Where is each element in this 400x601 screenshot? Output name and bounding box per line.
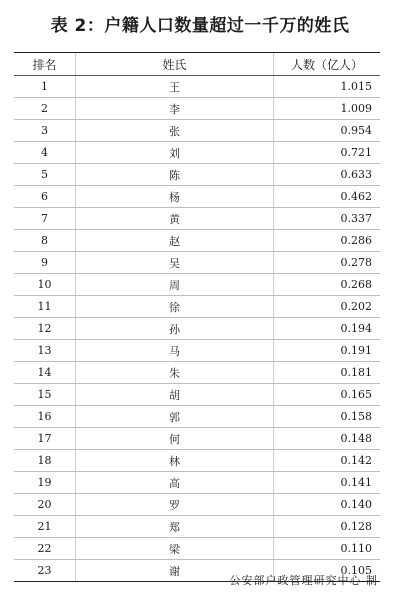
table-row [14, 340, 380, 362]
table-row [14, 494, 380, 516]
surname-cell: 谢 [76, 560, 274, 581]
population-cell: 0.194 [340, 322, 372, 335]
population-cell: 0.633 [340, 168, 372, 181]
table-row [14, 406, 380, 428]
table-row [14, 230, 380, 252]
rank-cell: 12 [14, 318, 76, 339]
table-row [14, 318, 380, 340]
table-row [14, 516, 380, 538]
surname-cell: 罗 [76, 494, 274, 515]
population-cell: 0.337 [340, 212, 372, 225]
population-cell: 0.286 [340, 234, 372, 247]
table-row [14, 76, 380, 98]
population-cell: 1.009 [340, 102, 372, 115]
table-row [14, 450, 380, 472]
population-cell: 0.462 [340, 190, 372, 203]
rank-cell: 22 [14, 538, 76, 559]
population-cell: 0.202 [340, 300, 372, 313]
table-row [14, 164, 380, 186]
table-row [14, 384, 380, 406]
surname-cell: 朱 [76, 362, 274, 383]
table-row [14, 274, 380, 296]
population-cell: 0.128 [340, 520, 372, 533]
surname-cell: 郑 [76, 516, 274, 537]
surname-cell: 梁 [76, 538, 274, 559]
table-row [14, 428, 380, 450]
surname-table [14, 52, 380, 582]
population-cell: 0.105 [340, 564, 372, 577]
table-row [14, 208, 380, 230]
table-row [14, 142, 380, 164]
table-row [14, 120, 380, 142]
surname-cell: 林 [76, 450, 274, 471]
table-row [14, 252, 380, 274]
surname-cell: 黄 [76, 208, 274, 229]
table-header-row [14, 53, 380, 76]
surname-cell: 陈 [76, 164, 274, 185]
header-population: 人数（亿人） [290, 57, 363, 72]
surname-cell: 吴 [76, 252, 274, 273]
population-cell: 0.721 [340, 146, 372, 159]
rank-cell: 15 [14, 384, 76, 405]
rank-cell: 17 [14, 428, 76, 449]
surname-cell: 何 [76, 428, 274, 449]
surname-cell: 王 [76, 76, 274, 97]
rank-cell: 5 [14, 164, 76, 185]
table-row [14, 186, 380, 208]
table-row [14, 538, 380, 560]
table-row [14, 362, 380, 384]
surname-cell: 李 [76, 98, 274, 119]
surname-cell: 赵 [76, 230, 274, 251]
surname-cell: 胡 [76, 384, 274, 405]
surname-cell: 周 [76, 274, 274, 295]
table-body [14, 76, 380, 581]
rank-cell: 2 [14, 98, 76, 119]
rank-cell: 3 [14, 120, 76, 141]
population-cell: 0.181 [340, 366, 372, 379]
surname-cell: 徐 [76, 296, 274, 317]
rank-cell: 20 [14, 494, 76, 515]
rank-cell: 16 [14, 406, 76, 427]
rank-cell: 10 [14, 274, 76, 295]
population-cell: 0.165 [340, 388, 372, 401]
rank-cell: 4 [14, 142, 76, 163]
surname-cell: 郭 [76, 406, 274, 427]
table-row [14, 98, 380, 120]
population-cell: 0.140 [340, 498, 372, 511]
surname-cell: 马 [76, 340, 274, 361]
rank-cell: 11 [14, 296, 76, 317]
population-cell: 0.954 [340, 124, 372, 137]
rank-cell: 18 [14, 450, 76, 471]
table-row [14, 296, 380, 318]
surname-cell: 高 [76, 472, 274, 493]
surname-cell: 杨 [76, 186, 274, 207]
rank-cell: 23 [14, 560, 76, 581]
rank-cell: 1 [14, 76, 76, 97]
header-rank: 排名 [14, 53, 76, 75]
header-surname: 姓氏 [76, 53, 274, 75]
rank-cell: 21 [14, 516, 76, 537]
rank-cell: 19 [14, 472, 76, 493]
population-cell: 0.278 [340, 256, 372, 269]
population-cell: 0.158 [340, 410, 372, 423]
rank-cell: 9 [14, 252, 76, 273]
rank-cell: 14 [14, 362, 76, 383]
population-cell: 1.015 [340, 80, 372, 93]
rank-cell: 13 [14, 340, 76, 361]
population-cell: 0.191 [340, 344, 372, 357]
population-cell: 0.148 [340, 432, 372, 445]
surname-cell: 孙 [76, 318, 274, 339]
table-row [14, 472, 380, 494]
footer-source: 公安部户政管理研究中心 制 [229, 574, 378, 587]
population-cell: 0.268 [340, 278, 372, 291]
population-cell: 0.110 [340, 542, 372, 555]
population-cell: 0.142 [340, 454, 372, 467]
rank-cell: 7 [14, 208, 76, 229]
surname-cell: 张 [76, 120, 274, 141]
table-title: 表 2：户籍人口数量超过一千万的姓氏 [50, 16, 350, 36]
population-cell: 0.141 [340, 476, 372, 489]
surname-cell: 刘 [76, 142, 274, 163]
rank-cell: 6 [14, 186, 76, 207]
rank-cell: 8 [14, 230, 76, 251]
